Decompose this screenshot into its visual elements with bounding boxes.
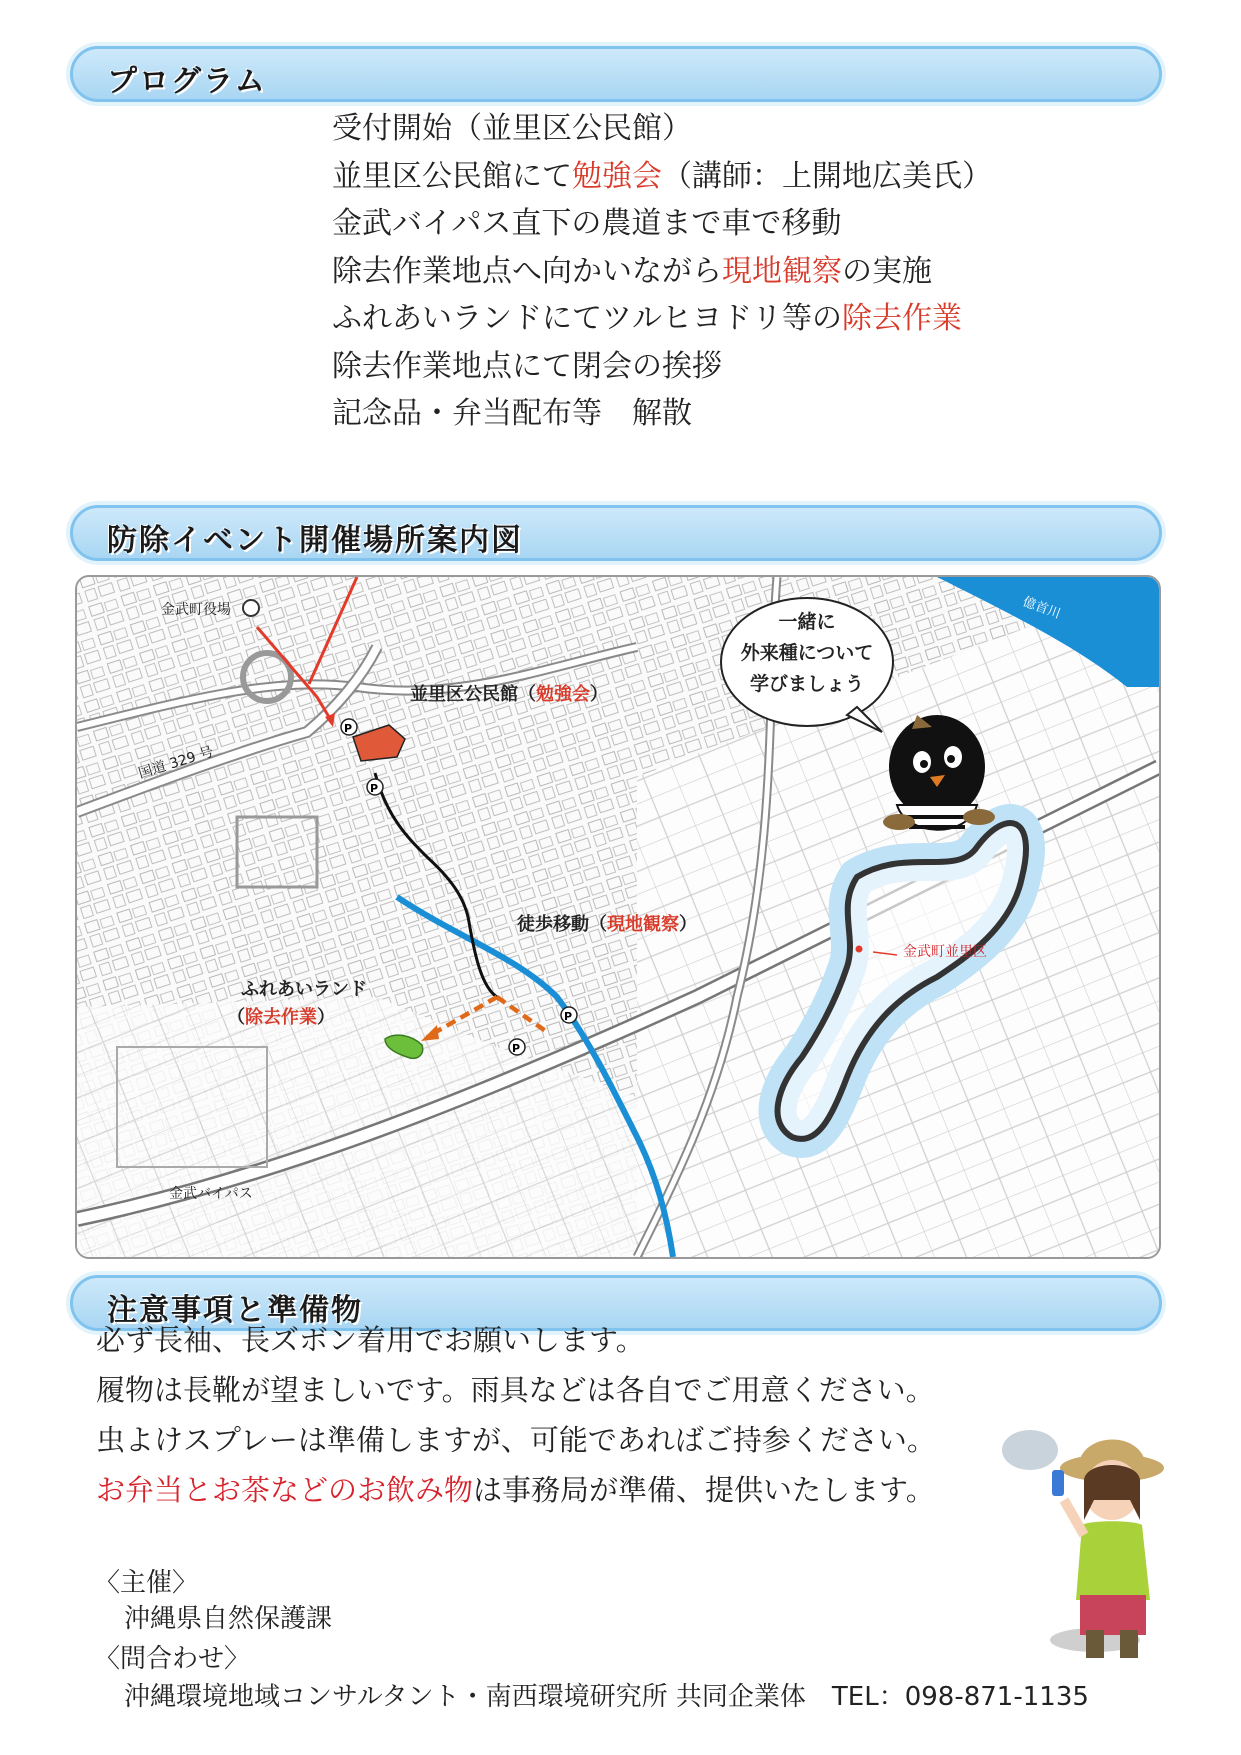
program-desc [332,204,841,244]
note-line [96,1318,645,1359]
program-text: ふれあいランドにてツルヒヨドリ等の [332,301,842,336]
bypass-label: 金武バイパス [169,1186,253,1202]
note-highlight: お弁当とお茶などのお飲み物 [96,1473,474,1507]
woman-illustration [1000,1410,1200,1690]
parking-marker [561,1007,577,1023]
organizer-name: 沖縄県自然保護課 [124,1604,333,1634]
town-office-label: 金武町役場 [161,602,231,618]
map-banner [70,505,1162,561]
location-map [75,575,1161,1259]
parking-marker [509,1039,525,1055]
town-office-marker [242,599,260,617]
svg-text:P: P [344,722,353,735]
contact-label: 〈問合わせ〉 [94,1644,251,1674]
notes-heading: 注意事項と準備物 [107,1293,363,1328]
svg-text:P: P [370,782,379,795]
walk-label: 徒歩移動（現地観察） [517,914,697,935]
svg-text:P: P [512,1042,521,1055]
parking-marker [341,719,357,735]
program-highlight: 勉強会 [572,159,662,194]
program-text: 並里区公民館にて [332,159,572,194]
program-text: 除去作業地点へ向かいながら [332,254,722,289]
note-line [96,1468,935,1509]
program-desc [332,394,692,434]
namisato-label: 金武町並里区 [903,944,987,960]
program-text: の実施 [842,254,932,289]
program-text: 除去作業地点にて閉会の挨拶 [332,349,722,384]
note-line [96,1418,936,1459]
program-text: 記念品・弁当配布等 解散 [332,396,692,431]
program-desc [332,347,722,387]
bubble-text: 一緒に 外来種について 学びましょう [740,611,874,695]
program-desc [332,252,932,292]
program-text: 受付開始（並里区公民館） [332,111,692,146]
land-task-label: （除去作業） [227,1007,335,1028]
program-banner [70,46,1162,102]
program-highlight: 現地観察 [722,254,842,289]
route-label: 国道 329 号 [136,743,216,782]
program-desc [332,109,692,149]
land-label: ふれあいランド [241,979,367,1000]
organizer-label: 〈主催〉 [94,1568,199,1598]
contact-info: 沖縄環境地域コンサルタント・南西環境研究所 共同企業体 TEL：098-871-1135 [124,1682,1089,1712]
program-desc [332,157,992,197]
note-text: 虫よけスプレーは準備しますが、可能であればご持参ください。 [96,1423,936,1457]
program-text: （講師：上開地広美氏） [662,159,992,194]
note-line [96,1368,935,1409]
program-highlight: 除去作業 [842,301,962,336]
river-label: 億首川 [1020,594,1063,623]
map-heading: 防除イベント開催場所案内図 [107,523,523,558]
note-text: 必ず長袖、長ズボン着用でお願いします。 [96,1323,645,1357]
program-heading: プログラム [107,64,267,99]
note-text: は事務局が準備、提供いたします。 [473,1473,935,1507]
program-desc [332,299,962,339]
note-text: 履物は長靴が望ましいです。雨具などは各自でご用意ください。 [96,1373,935,1407]
parking-marker [367,779,383,795]
program-text: 金武バイパス直下の農道まで車で移動 [332,206,842,241]
hall-label: 並里区公民館（勉強会） [410,684,608,705]
svg-text:P: P [564,1010,573,1023]
